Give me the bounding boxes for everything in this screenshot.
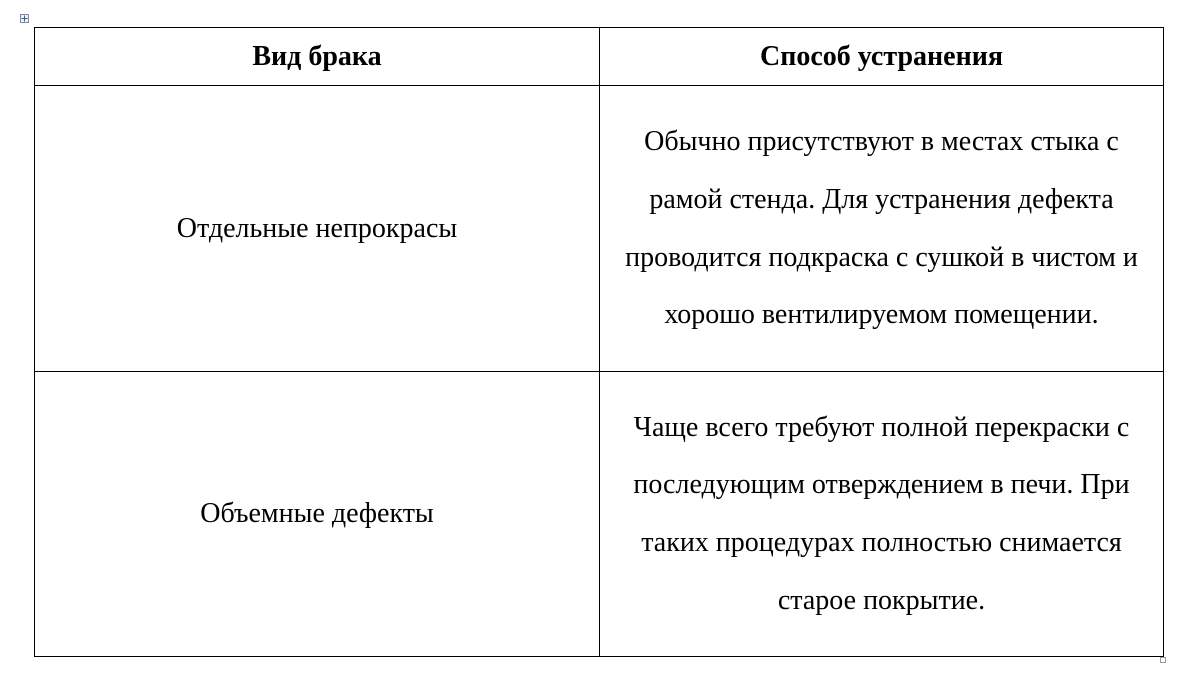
header-remedy: Способ устранения	[600, 28, 1164, 86]
table-row	[35, 86, 1164, 372]
table-header-row	[35, 28, 1164, 86]
table-move-handle-icon[interactable]	[20, 14, 29, 23]
cell-defect-type: Объемные дефекты	[35, 372, 600, 657]
cell-remedy: Чаще всего требуют полной перекраски с последующим отверждением в печи. При таких процедурах полностью снимается старое покрытие.	[600, 372, 1164, 657]
header-defect-type: Вид брака	[35, 28, 600, 86]
cell-defect-type: Отдельные непрокрасы	[35, 86, 600, 372]
table-row	[35, 372, 1164, 657]
cell-remedy: Обычно присутствуют в местах стыка с рамой стенда. Для устранения дефекта проводится подкраска с сушкой в чистом и хорошо вентилируемом помещении.	[600, 86, 1164, 372]
defects-table	[34, 27, 1164, 657]
table-resize-handle-icon[interactable]	[1160, 657, 1166, 663]
